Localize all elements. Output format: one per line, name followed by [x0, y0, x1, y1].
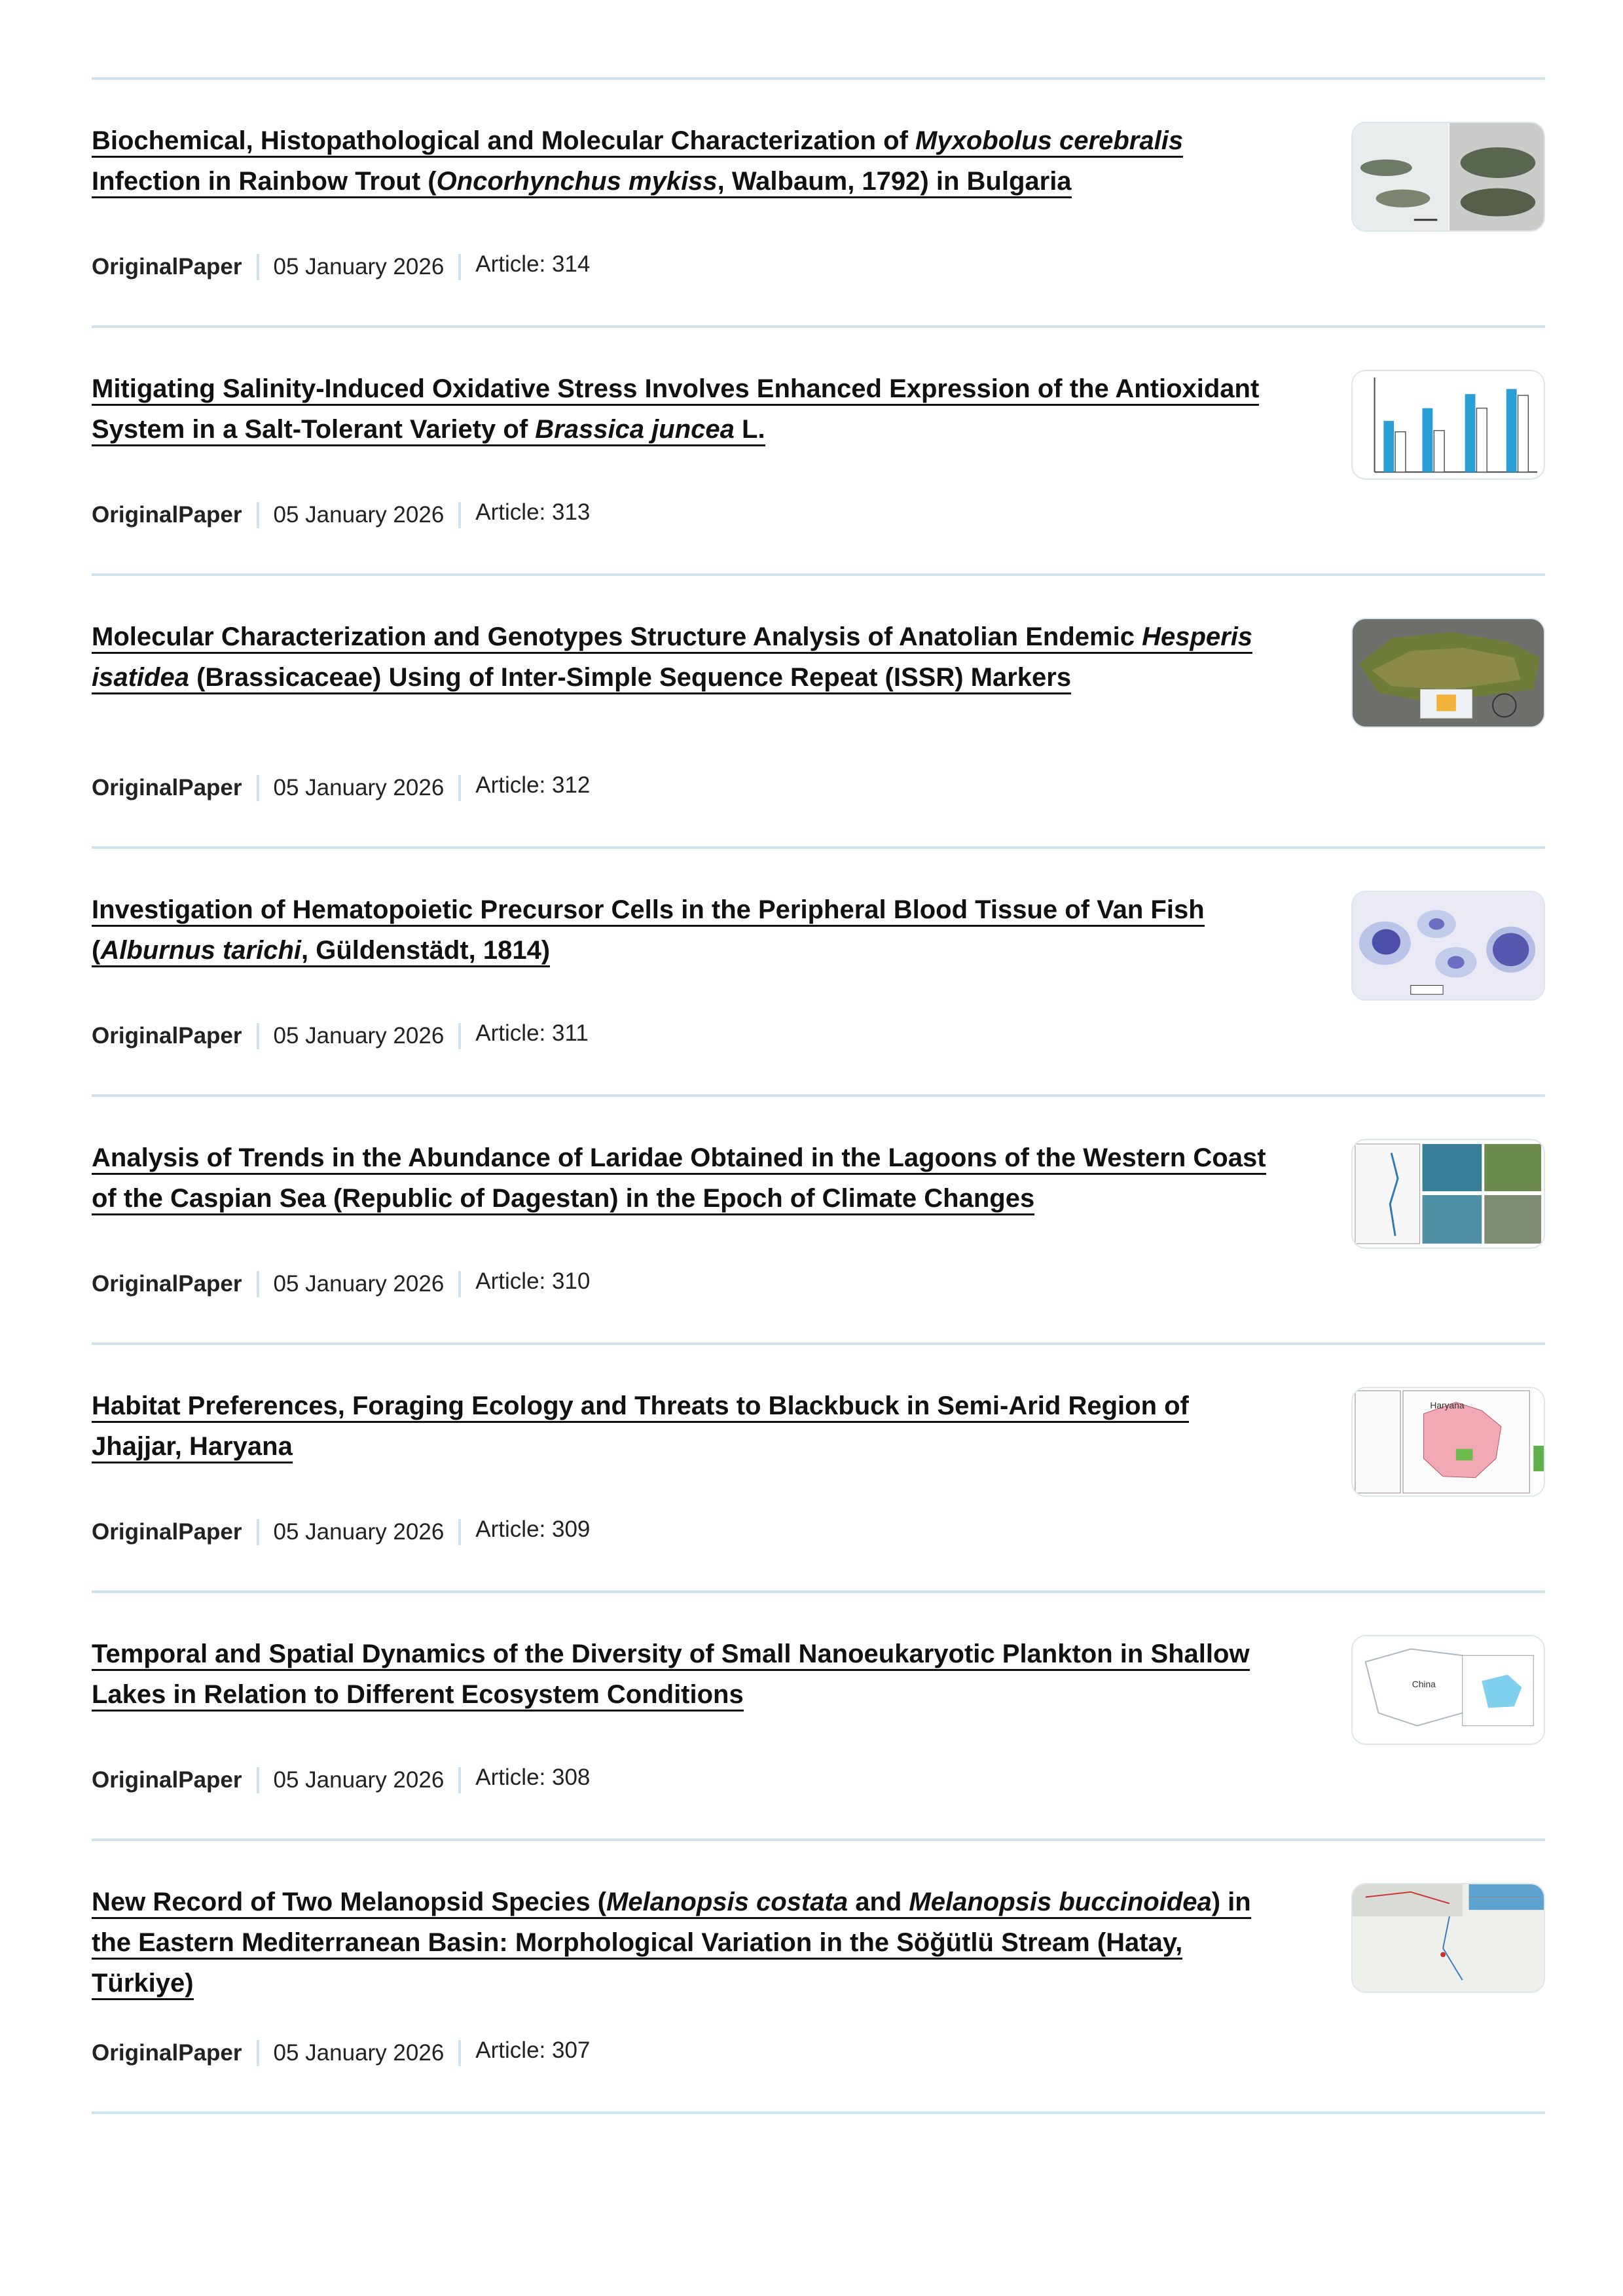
meta-separator	[458, 2040, 461, 2066]
article-number: Article: 314	[475, 251, 591, 277]
article-title	[92, 120, 1283, 202]
meta-separator	[257, 502, 259, 528]
content-type: OriginalPaper	[92, 775, 242, 800]
meta-separator	[458, 254, 461, 280]
article-item	[92, 849, 1545, 1097]
publication-date: 05 January 2026	[273, 775, 445, 800]
article-item	[92, 1345, 1545, 1593]
article-item	[92, 328, 1545, 576]
meta-separator	[257, 1767, 259, 1793]
meta-separator	[458, 1767, 461, 1793]
article-title-link[interactable]: New Record of Two Melanopsid Species (Melanopsis costata and Melanopsis buccinoidea) in the Eastern Mediterranean Basin: Morphological Variation in the Söğütlü Stream (Hatay, Türkiye)	[92, 1888, 1251, 2000]
meta-separator	[458, 1519, 461, 1545]
article-title	[92, 1634, 1283, 1715]
article-meta	[92, 2037, 591, 2066]
meta-separator	[458, 775, 461, 801]
article-meta	[92, 499, 591, 528]
stream-map-thumbnail[interactable]	[1351, 1883, 1545, 1993]
meta-separator	[458, 1023, 461, 1049]
article-number: Article: 311	[475, 1020, 589, 1046]
coast-map-thumbnail[interactable]	[1351, 1139, 1545, 1249]
article-title	[92, 1386, 1283, 1467]
publication-date: 05 January 2026	[273, 254, 445, 279]
bar-chart-thumbnail[interactable]	[1351, 370, 1545, 480]
article-meta	[92, 251, 591, 280]
article-item	[92, 1841, 1545, 2114]
content-type: OriginalPaper	[92, 1767, 242, 1793]
article-number: Article: 309	[475, 1516, 591, 1542]
content-type: OriginalPaper	[92, 1271, 242, 1297]
article-title	[92, 889, 1283, 971]
meta-separator	[458, 1271, 461, 1297]
fish-photo-thumbnail[interactable]	[1351, 122, 1545, 232]
meta-separator	[257, 1271, 259, 1297]
publication-date: 05 January 2026	[273, 1023, 445, 1049]
publication-date: 05 January 2026	[273, 1767, 445, 1793]
article-item	[92, 1593, 1545, 1841]
meta-separator	[257, 1023, 259, 1049]
meta-separator	[257, 1519, 259, 1545]
publication-date: 05 January 2026	[273, 1519, 445, 1545]
article-number: Article: 310	[475, 1268, 591, 1294]
article-meta	[92, 1020, 589, 1049]
article-meta	[92, 1268, 591, 1297]
article-item	[92, 1097, 1545, 1345]
map-label: China	[1412, 1679, 1436, 1690]
region-map-thumbnail[interactable]	[1351, 1387, 1545, 1497]
article-title-link[interactable]: Analysis of Trends in the Abundance of Laridae Obtained in the Lagoons of the Western Coast of the Caspian Sea (Republic of Dagestan) in the Epoch of Climate Changes	[92, 1143, 1266, 1215]
article-title	[92, 368, 1283, 450]
article-item	[92, 80, 1545, 328]
article-number: Article: 307	[475, 2037, 591, 2063]
article-list	[92, 77, 1545, 2114]
publication-date: 05 January 2026	[273, 2040, 445, 2066]
meta-separator	[257, 775, 259, 801]
lake-map-thumbnail[interactable]	[1351, 1635, 1545, 1745]
terrain-map-thumbnail[interactable]	[1351, 618, 1545, 728]
article-title-link[interactable]: Biochemical, Histopathological and Molecular Characterization of Myxobolus cerebralis Infection in Rainbow Trout (Oncorhynchus mykiss, Walbaum, 1792) in Bulgaria	[92, 126, 1183, 198]
article-title-link[interactable]: Molecular Characterization and Genotypes Structure Analysis of Anatolian Endemic Hesperis isatidea (Brassicaceae) Using of Inter-Simple Sequence Repeat (ISSR) Markers	[92, 622, 1252, 694]
article-number: Article: 308	[475, 1765, 591, 1790]
map-label: Haryana	[1430, 1401, 1465, 1411]
article-meta	[92, 1767, 590, 1793]
content-type: OriginalPaper	[92, 2040, 242, 2066]
content-type: OriginalPaper	[92, 502, 242, 528]
article-item	[92, 576, 1545, 849]
article-number: Article: 312	[475, 772, 591, 798]
content-type: OriginalPaper	[92, 254, 242, 279]
publication-date: 05 January 2026	[273, 502, 445, 528]
article-title	[92, 1138, 1283, 1219]
article-title	[92, 617, 1283, 698]
article-number: Article: 313	[475, 499, 591, 525]
meta-separator	[458, 502, 461, 528]
article-title	[92, 1882, 1283, 2003]
article-title-link[interactable]: Temporal and Spatial Dynamics of the Diversity of Small Nanoeukaryotic Plankton in Shallow Lakes in Relation to Different Ecosystem Conditions	[92, 1640, 1250, 1712]
article-meta	[92, 1516, 591, 1545]
article-meta	[92, 772, 591, 801]
article-title-link[interactable]: Mitigating Salinity-Induced Oxidative Stress Involves Enhanced Expression of the Antioxidant System in a Salt-Tolerant Variety of Brassica juncea L.	[92, 374, 1259, 446]
meta-separator	[257, 2040, 259, 2066]
article-title-link[interactable]: Investigation of Hematopoietic Precursor Cells in the Peripheral Blood Tissue of Van Fish (Alburnus tarichi, Güldenstädt, 1814)	[92, 895, 1205, 967]
content-type: OriginalPaper	[92, 1023, 242, 1049]
blood-cells-thumbnail[interactable]	[1351, 891, 1545, 1001]
article-title-link[interactable]: Habitat Preferences, Foraging Ecology and Threats to Blackbuck in Semi-Arid Region of Jhajjar, Haryana	[92, 1391, 1189, 1463]
content-type: OriginalPaper	[92, 1519, 242, 1545]
publication-date: 05 January 2026	[273, 1271, 445, 1297]
meta-separator	[257, 254, 259, 280]
